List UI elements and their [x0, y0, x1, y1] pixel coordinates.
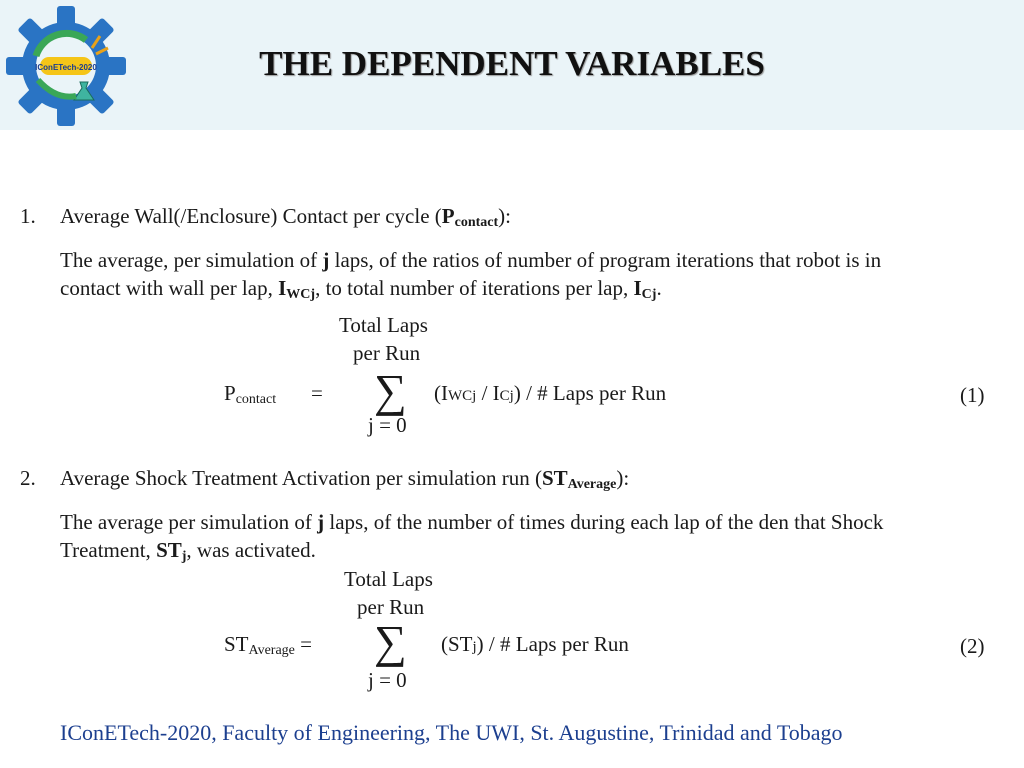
eq1-sigma: ∑ [374, 365, 407, 416]
item2-desc-line1: The average per simulation of j laps, of the number of times during each lap of the den that Shock [60, 510, 884, 534]
item1-desc-line2: contact with wall per lap, IWCj, to total number of iterations per lap, ICj. [60, 276, 662, 302]
eq1-lhs: Pcontact [224, 381, 277, 407]
eq2-term: (STj) / # Laps per Run [441, 632, 629, 656]
eq1-equals: = [311, 381, 323, 405]
eq1-upper-limit-line1: Total Laps [339, 313, 428, 337]
eq1-lower-limit: j = 0 [368, 413, 407, 437]
item2-number: 2. [20, 466, 36, 490]
logo-text: IConETech-2020 [35, 63, 97, 72]
eq1-upper-limit-line2: per Run [353, 341, 421, 365]
eq2-lower-limit: j = 0 [368, 668, 407, 692]
footer-text: IConETech-2020, Faculty of Engineering, The UWI, St. Augustine, Trinidad and Tobago [60, 720, 843, 745]
header-band [0, 0, 1024, 130]
eq2-lhs: STAverage = [224, 632, 312, 658]
item1-heading: Average Wall(/Enclosure) Contact per cycle (Pcontact): [60, 204, 511, 230]
eq2-sigma: ∑ [374, 616, 407, 667]
eq2-label: (2) [960, 634, 985, 658]
eq1-term: (IWCj / ICj) / # Laps per Run [434, 381, 667, 405]
item2-desc-line2: Treatment, STj, was activated. [60, 538, 316, 564]
item2-heading: Average Shock Treatment Activation per simulation run (STAverage): [60, 466, 630, 492]
item1-desc-line1: The average, per simulation of j laps, of the ratios of number of program iterations that robot is in [60, 248, 882, 272]
eq1-label: (1) [960, 383, 985, 407]
eq2-upper-limit-line2: per Run [357, 595, 425, 619]
item1-number: 1. [20, 204, 36, 228]
eq2-upper-limit-line1: Total Laps [344, 567, 433, 591]
slide-title: THE DEPENDENT VARIABLES [259, 44, 765, 83]
